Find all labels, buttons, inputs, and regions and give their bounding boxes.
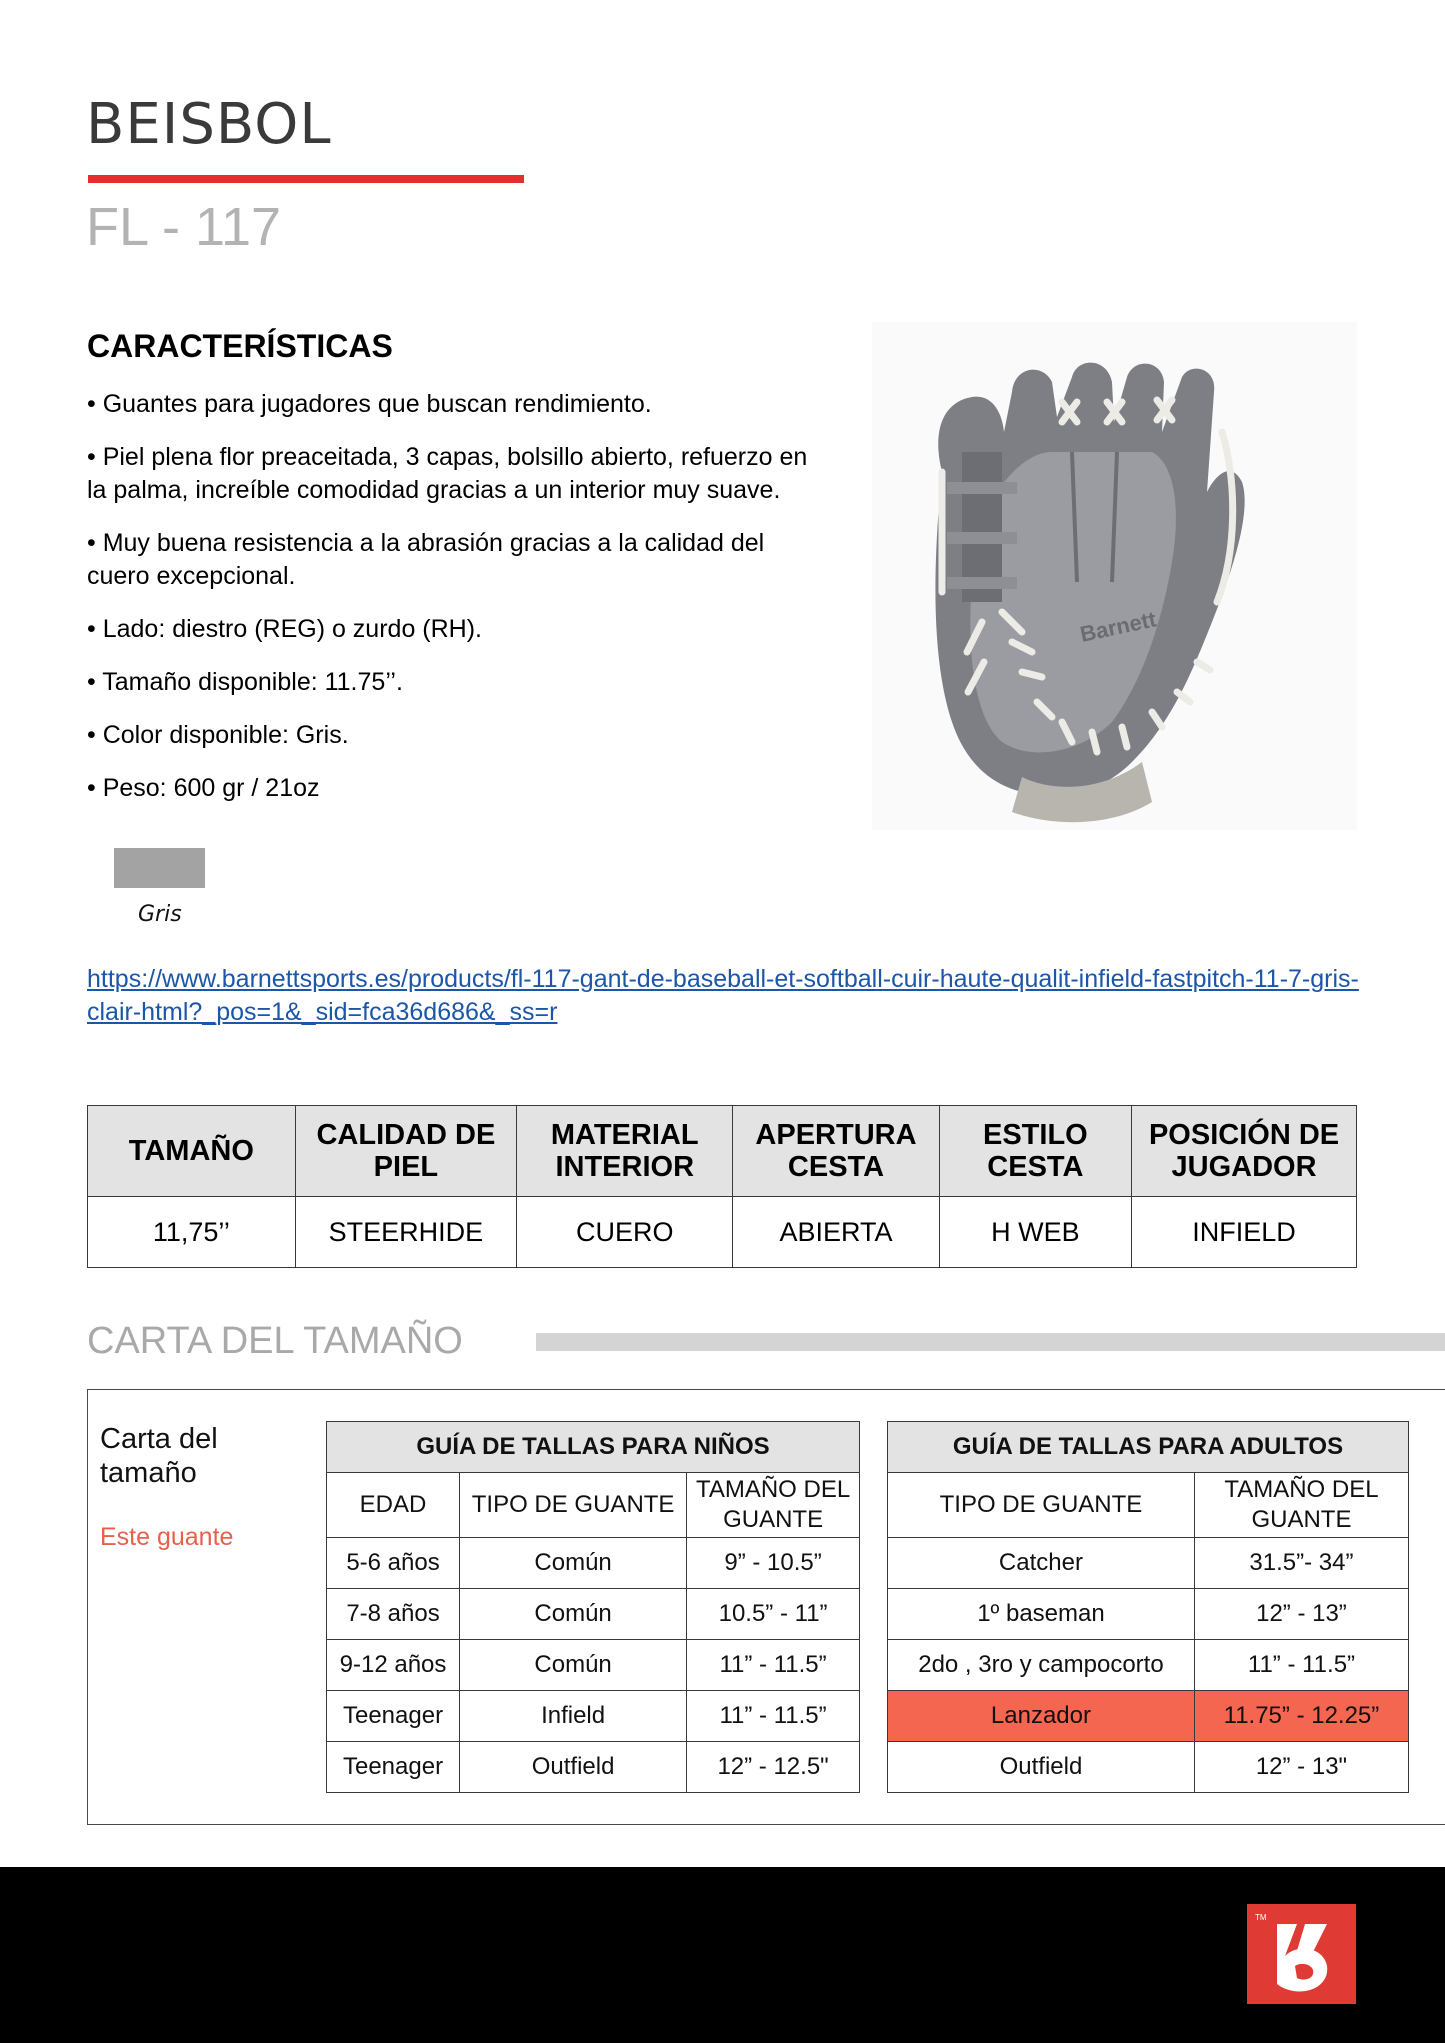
adult-guide-cell: 1º baseman (888, 1589, 1195, 1640)
spec-header: POSICIÓN DE JUGADOR (1132, 1106, 1357, 1197)
kids-guide-row (327, 1742, 860, 1793)
kids-guide-header-row (327, 1473, 860, 1538)
spec-value: 11,75’’ (88, 1197, 296, 1268)
adult-guide-cell: Outfield (888, 1742, 1195, 1793)
spec-value: CUERO (517, 1197, 733, 1268)
spec-header: CALIDAD DE PIEL (295, 1106, 516, 1197)
glove-image (872, 322, 1357, 830)
kids-guide-header: TIPO DE GUANTE (460, 1473, 687, 1538)
adult-size-guide (887, 1421, 1409, 1793)
kids-guide-cell: 9” - 10.5” (687, 1538, 860, 1589)
kids-guide-cell: 10.5” - 11” (687, 1589, 860, 1640)
adult-guide-cell: 2do , 3ro y campocorto (888, 1640, 1195, 1691)
adult-guide-cell: 12” - 13” (1194, 1589, 1408, 1640)
adult-guide-row (888, 1742, 1409, 1793)
kids-guide-cell: Teenager (327, 1691, 460, 1742)
adult-guide-cell: Catcher (888, 1538, 1195, 1589)
adult-guide-row (888, 1589, 1409, 1640)
feature-item: • Peso: 600 gr / 21oz (87, 774, 320, 802)
kids-guide-cell: Común (460, 1538, 687, 1589)
kids-guide-cell: Infield (460, 1691, 687, 1742)
title-underline (88, 175, 524, 183)
kids-guide-header: EDAD (327, 1473, 460, 1538)
kids-size-guide (326, 1421, 860, 1793)
adult-guide-title: GUÍA DE TALLAS PARA ADULTOS (888, 1422, 1409, 1473)
feature-item: • Color disponible: Gris. (87, 721, 349, 749)
spec-header: ESTILO CESTA (939, 1106, 1132, 1197)
feature-item: • Guantes para jugadores que buscan rendimiento. (87, 390, 652, 418)
glove-brand-text: Barnett (1077, 606, 1159, 647)
adult-guide-row (888, 1640, 1409, 1691)
kids-guide-title: GUÍA DE TALLAS PARA NIÑOS (327, 1422, 860, 1473)
model-number: FL - 117 (86, 197, 282, 257)
kids-guide-cell: Outfield (460, 1742, 687, 1793)
spec-value-row (88, 1197, 1357, 1268)
spec-value: H WEB (939, 1197, 1132, 1268)
feature-item: • Muy buena resistencia a la abrasión gracias a la calidad del cuero excepcional. (87, 529, 765, 590)
kids-guide-cell: 11” - 11.5” (687, 1640, 860, 1691)
kids-guide-cell: Teenager (327, 1742, 460, 1793)
footer-bar (0, 1867, 1445, 2043)
kids-guide-cell: Común (460, 1589, 687, 1640)
kids-guide-cell: 12” - 12.5" (687, 1742, 860, 1793)
kids-guide-cell: Común (460, 1640, 687, 1691)
spec-value: ABIERTA (733, 1197, 939, 1268)
adult-guide-row (888, 1538, 1409, 1589)
barnett-logo-icon (1247, 1904, 1356, 2004)
adult-guide-header: TIPO DE GUANTE (888, 1473, 1195, 1538)
spec-value: STEERHIDE (295, 1197, 516, 1268)
adult-guide-cell: 12” - 13" (1194, 1742, 1408, 1793)
color-swatch-label: Gris (138, 902, 182, 927)
adult-guide-header-row (888, 1473, 1409, 1538)
adult-guide-row-highlighted (888, 1691, 1409, 1742)
feature-item: • Lado: diestro (REG) o zurdo (RH). (87, 615, 482, 643)
features-heading: CARACTERÍSTICAS (87, 328, 393, 364)
kids-guide-cell: 5-6 años (327, 1538, 460, 1589)
spec-header-row (88, 1106, 1357, 1197)
spec-header: MATERIAL INTERIOR (517, 1106, 733, 1197)
logo-mark (1247, 1904, 1356, 2004)
spec-header: TAMAÑO (88, 1106, 296, 1197)
kids-guide-cell: 11” - 11.5” (687, 1691, 860, 1742)
this-glove-note: Este guante (100, 1523, 234, 1551)
adult-guide-cell: Lanzador (888, 1691, 1195, 1742)
spec-table (87, 1105, 1357, 1268)
kids-guide-row (327, 1589, 860, 1640)
size-chart-heading-bar (536, 1333, 1445, 1351)
glove-illustration (872, 322, 1357, 830)
adult-guide-cell: 31.5”- 34” (1194, 1538, 1408, 1589)
product-link[interactable]: https://www.barnettsports.es/products/fl-117-gant-de-baseball-et-softball-cuir-haute-qualit-infield-fastpitch-11-7-gris-clair-html?_pos=1&_sid=fca36d686&_ss=r (87, 965, 1359, 1026)
feature-item: • Piel plena flor preaceitada, 3 capas, bolsillo abierto, refuerzo en la palma, increíble comodidad gracias a un interior muy suave. (87, 443, 808, 504)
spec-value: INFIELD (1132, 1197, 1357, 1268)
spec-header: APERTURA CESTA (733, 1106, 939, 1197)
kids-guide-row (327, 1538, 860, 1589)
color-swatch (114, 848, 205, 888)
adult-guide-header: TAMAÑO DEL GUANTE (1194, 1473, 1408, 1538)
size-chart-label: Carta del tamaño (100, 1423, 218, 1489)
page-title: BEISBOL (86, 92, 332, 157)
kids-guide-header: TAMAÑO DEL GUANTE (687, 1473, 860, 1538)
size-chart-heading: CARTA DEL TAMAÑO (87, 1320, 463, 1362)
adult-guide-cell: 11” - 11.5” (1194, 1640, 1408, 1691)
kids-guide-row (327, 1691, 860, 1742)
kids-guide-row (327, 1640, 860, 1691)
kids-guide-cell: 7-8 años (327, 1589, 460, 1640)
trademark-mark: TM (1255, 1913, 1267, 1922)
kids-guide-cell: 9-12 años (327, 1640, 460, 1691)
feature-item: • Tamaño disponible: 11.75’’. (87, 668, 403, 696)
adult-guide-cell: 11.75” - 12.25” (1194, 1691, 1408, 1742)
features-list (87, 388, 832, 825)
